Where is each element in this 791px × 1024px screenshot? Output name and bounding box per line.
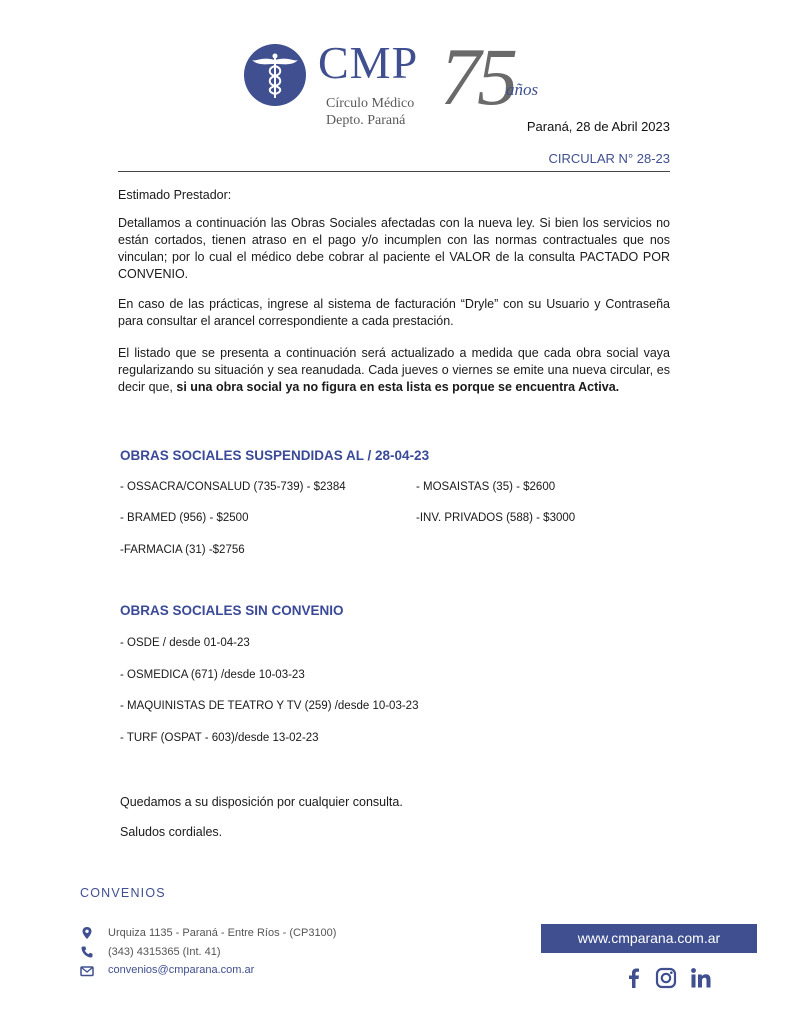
header-divider: [118, 171, 670, 172]
paragraph-3: [118, 345, 670, 396]
no-agreement-item: - TURF (OSPAT - 603)/desde 13-02-23: [120, 732, 319, 744]
suspended-item: -INV. PRIVADOS (588) - $3000: [416, 512, 576, 524]
website-link[interactable]: www.cmparana.com.ar: [541, 924, 757, 953]
greeting: Estimado Prestador:: [118, 188, 232, 202]
brand-name: CMP: [318, 37, 419, 88]
footer-email[interactable]: convenios@cmparana.com.ar: [108, 964, 255, 976]
caduceus-logo: [244, 44, 306, 106]
document-date: Paraná, 28 de Abril 2023: [526, 119, 670, 134]
instagram-icon[interactable]: [654, 966, 678, 990]
footer-section-title: CONVENIOS: [80, 886, 166, 900]
paragraph-1: Detallamos a continuación las Obras Sociales afectadas con la nueva ley. Si bien los servicios no están cortados, tienen atraso en el pago y/o incumplen con las normas contractuales que nos vinculan; por lo cual el médico debe cobrar al paciente el VALOR de la consulta PACTADO POR CONVENIO.: [118, 216, 670, 281]
paragraph-3-emphasis: si una obra social ya no figura en esta lista es porque se encuentra Activa.: [176, 380, 620, 394]
suspended-item: - BRAMED (956) - $2500: [120, 512, 249, 524]
brand-subtitle-line1: Círculo Médico: [326, 96, 415, 111]
signoff: Saludos cordiales.: [120, 825, 223, 839]
suspended-item: - MOSAISTAS (35) - $2600: [416, 481, 556, 493]
location-pin-icon: [80, 926, 94, 940]
mail-icon: [80, 964, 94, 978]
paragraph-2: En caso de las prácticas, ingrese al sistema de facturación “Dryle” con su Usuario y Contraseña para consultar el arancel correspondiente a cada prestación.: [118, 297, 670, 328]
brand-subtitle-line2: Depto. Paraná: [326, 113, 406, 128]
phone-icon: [80, 945, 94, 959]
suspended-item: -FARMACIA (31) -$2756: [120, 544, 245, 556]
suspended-section-title: OBRAS SOCIALES SUSPENDIDAS AL / 28-04-23: [120, 448, 430, 463]
brand-subtitle: [326, 95, 414, 129]
paragraph-3-text: El listado que se presenta a continuación será actualizado a medida que cada obra social vaya regularizando su situación y sea reanudada. Cada jueves o viernes se emite una nueva circular, es decir que,: [118, 346, 670, 394]
no-agreement-section-title: OBRAS SOCIALES SIN CONVENIO: [120, 603, 344, 618]
linkedin-icon[interactable]: [689, 966, 713, 990]
footer-phone: (343) 4315365 (Int. 41): [108, 946, 221, 958]
closing-line: Quedamos a su disposición por cualquier consulta.: [120, 795, 403, 809]
no-agreement-item: - MAQUINISTAS DE TEATRO Y TV (259) /desde 10-03-23: [120, 700, 419, 712]
circular-number: CIRCULAR N° 28-23: [548, 151, 670, 166]
anniversary-number: 75: [440, 31, 514, 122]
footer-address: Urquiza 1135 - Paraná - Entre Ríos - (CP3100): [108, 927, 337, 939]
no-agreement-item: - OSMEDICA (671) /desde 10-03-23: [120, 669, 305, 681]
facebook-icon[interactable]: [622, 966, 646, 990]
anniversary-word: años: [506, 80, 539, 99]
no-agreement-item: - OSDE / desde 01-04-23: [120, 637, 250, 649]
suspended-item: - OSSACRA/CONSALUD (735-739) - $2384: [120, 481, 346, 493]
